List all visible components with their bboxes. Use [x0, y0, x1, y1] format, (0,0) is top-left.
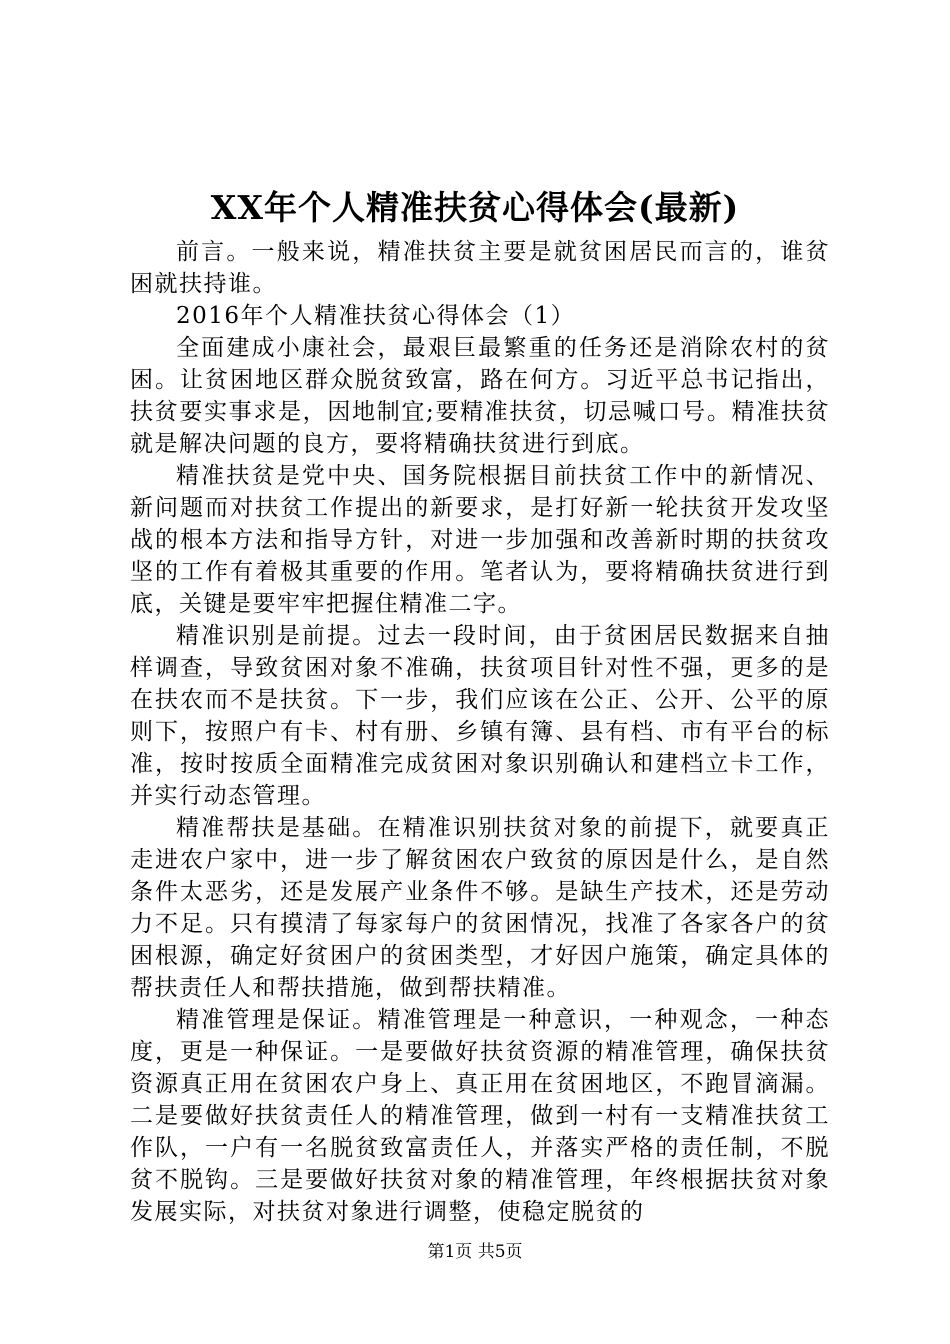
paragraph-policy: 精准扶贫是党中央、国务院根据目前扶贫工作中的新情况、新问题而对扶贫工作提出的新要求，是打好新一轮扶贫开发攻坚战的根本方法和指导方针，对进一步加强和改善新时期的扶贫攻坚的工作有着极其重要的作用。笔者认为，要将精确扶贫进行到底，关键是要牢牢把握住精准二字。: [130, 463, 830, 617]
paragraph-intro: 全面建成小康社会，最艰巨最繁重的任务还是消除农村的贫困。让贫困地区群众脱贫致富，路在何方。习近平总书记指出，扶贫要实事求是，因地制宜;要精准扶贫，切忌喊口号。精准扶贫就是解决问题的良方，要将精确扶贫进行到底。: [130, 335, 830, 457]
paragraph-assistance: 精准帮扶是基础。在精准识别扶贫对象的前提下，就要真正走进农户家中，进一步了解贫困农户致贫的原因是什么，是自然条件太恶劣，还是发展产业条件不够。是缺生产技术，还是劳动力不足。只有摸清了每家每户的贫困情况，找准了各家各户的贫困根源，确定好贫困户的贫困类型，才好因户施策，确定具体的帮扶责任人和帮扶措施，做到帮扶精准。: [130, 815, 830, 1001]
paragraph-identification: 精准识别是前提。过去一段时间，由于贫困居民数据来自抽样调查，导致贫困对象不准确，扶贫项目针对性不强，更多的是在扶农而不是扶贫。下一步，我们应该在公正、公开、公平的原则下，按照户有卡、村有册、乡镇有簿、县有档、市有平台的标准，按时按质全面精准完成贫困对象识别确认和建档立卡工作，并实行动态管理。: [130, 623, 830, 809]
page-number: 第1页 共5页: [427, 1242, 523, 1262]
paragraph-subtitle: 2016年个人精准扶贫心得体会（1）: [176, 303, 576, 329]
document-title: XX年个人精准扶贫心得体会(最新): [210, 188, 740, 227]
paragraph-management: 精准管理是保证。精准管理是一种意识，一种观念，一种态度，更是一种保证。一是要做好扶贫资源的精准管理，确保扶贫资源真正用在贫困农户身上、真正用在贫困地区，不跑冒滴漏。二是要做好扶贫责任人的精准管理，做到一村有一支精准扶贫工作队，一户有一名脱贫致富责任人，并落实严格的责任制，不脱贫不脱钩。三是要做好扶贫对象的精准管理，年终根据扶贫对象发展实际，对扶贫对象进行调整，使稳定脱贫的: [130, 1007, 830, 1225]
document-body: [130, 236, 830, 1228]
paragraph-preface: 前言。一般来说，精准扶贫主要是就贫困居民而言的，谁贫困就扶持谁。: [130, 239, 830, 297]
